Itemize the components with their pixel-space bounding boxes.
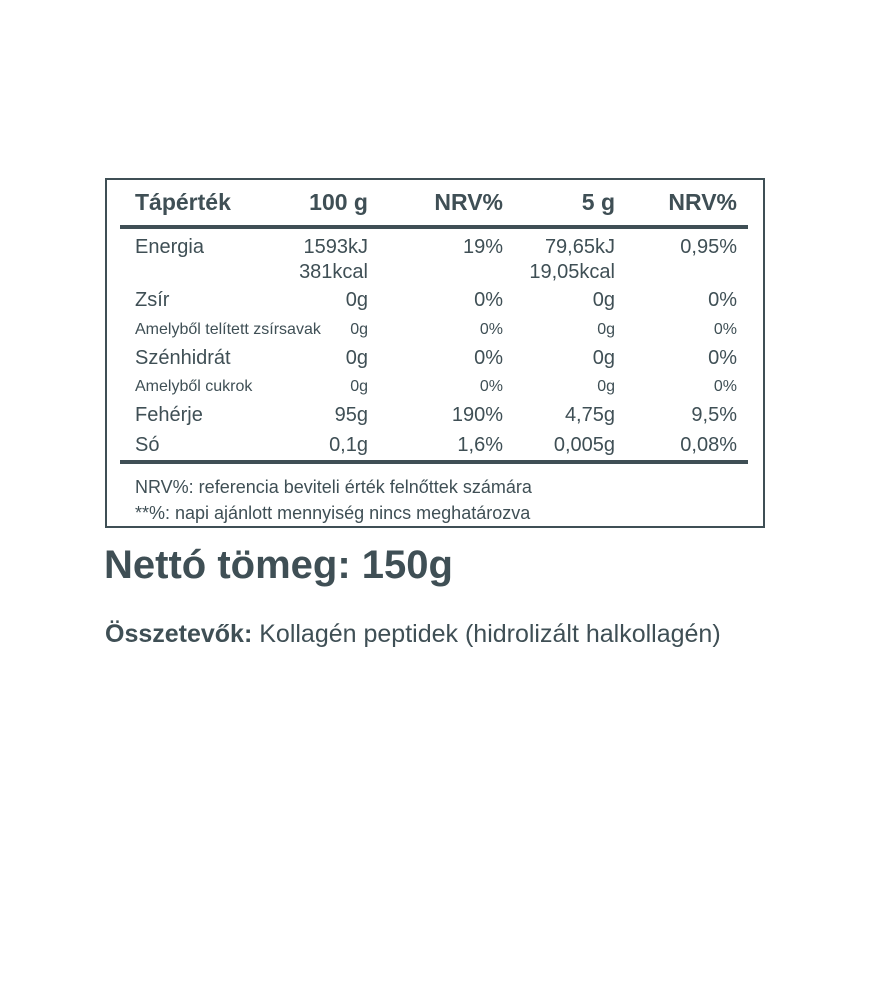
table-row: [107, 229, 763, 285]
row-value: 190%: [451, 404, 503, 426]
table-header-title: Tápérték: [135, 189, 231, 215]
row-value: 0%: [474, 289, 503, 311]
row-value: 0%: [479, 378, 503, 395]
row-value: 0%: [479, 321, 503, 338]
row-label: Zsír: [135, 289, 170, 311]
table-rows: [107, 229, 763, 460]
table-row: [107, 400, 763, 430]
ingredients-line: [105, 620, 721, 649]
row-value: 0g: [592, 347, 615, 369]
table-row: [107, 373, 763, 400]
table-footnotes: [107, 464, 763, 526]
row-value: 0,005g: [553, 434, 615, 456]
table-header-row: [107, 180, 763, 225]
row-value: 0g: [597, 321, 615, 338]
nutrition-facts-table: [105, 178, 765, 528]
row-value: 0%: [708, 289, 737, 311]
footnote-nrv: NRV%: referencia beviteli érték felnőttek számára: [135, 477, 532, 497]
table-row: [107, 316, 763, 343]
row-value: 4,75g: [564, 404, 615, 426]
table-row: [107, 343, 763, 373]
row-label: Amelyből cukrok: [135, 378, 253, 395]
footnote-daily: **%: napi ajánlott mennyiség nincs meghatározva: [135, 503, 531, 523]
net-weight: Nettó tömeg: 150g: [104, 543, 453, 587]
row-value: 0g: [345, 289, 368, 311]
table-header-col-100g: 100 g: [309, 189, 368, 215]
row-value: 0%: [474, 347, 503, 369]
row-value: 0g: [345, 347, 368, 369]
table-row: [107, 430, 763, 460]
row-value: 0%: [708, 347, 737, 369]
ingredients-value: Kollagén peptidek (hidrolizált halkollagén): [259, 620, 721, 648]
row-value: 0g: [597, 378, 615, 395]
table-header-col-5g: 5 g: [581, 189, 615, 215]
row-value: 0%: [713, 378, 737, 395]
row-value: 95g: [334, 404, 368, 426]
row-label: Só: [135, 434, 160, 456]
row-value-line2: 19,05kcal: [529, 261, 615, 283]
table-row: [107, 285, 763, 316]
row-label: Energia: [135, 236, 204, 258]
row-value: 0,95%: [680, 236, 737, 258]
ingredients-label: Összetevők:: [105, 620, 253, 648]
row-label: Amelyből telített zsírsavak: [135, 321, 321, 338]
row-value: 0g: [350, 321, 368, 338]
row-value: 19%: [462, 236, 503, 258]
row-value: 79,65kJ: [544, 236, 615, 258]
row-value: 0,1g: [329, 434, 368, 456]
row-value: 0g: [350, 378, 368, 395]
table-header-col-nrv1: NRV%: [434, 189, 503, 215]
row-value: 0%: [713, 321, 737, 338]
row-value: 9,5%: [691, 404, 737, 426]
table-header-col-nrv2: NRV%: [668, 189, 737, 215]
row-value: 1,6%: [457, 434, 503, 456]
row-label: Szénhidrát: [135, 347, 231, 369]
row-value: 0g: [592, 289, 615, 311]
row-value: 0,08%: [680, 434, 737, 456]
row-value-line2: 381kcal: [299, 261, 368, 283]
row-label: Fehérje: [135, 404, 203, 426]
row-value: 1593kJ: [303, 236, 368, 258]
